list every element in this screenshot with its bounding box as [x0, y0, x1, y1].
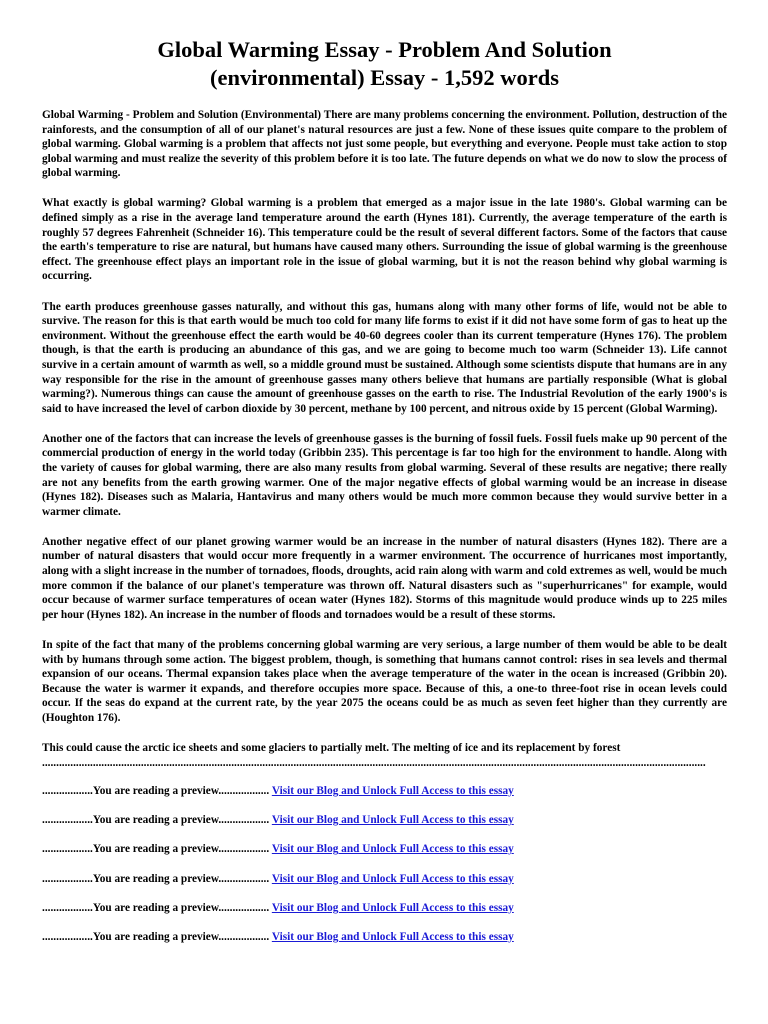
preview-row [42, 842, 727, 856]
title-line-1: Global Warming Essay - Problem And Solution [157, 37, 612, 62]
truncation-dots: ........................................................................................................................................................................................................................................... [42, 757, 706, 770]
preview-notice: ..................You are reading a preview.................. [42, 814, 270, 827]
title-line-2: (environmental) Essay - 1,592 words [210, 65, 559, 90]
paragraph-greenhouse-gasses: The earth produces greenhouse gasses naturally, and without this gas, humans along with many other forms of life, would not be able to survive. The reason for this is that earth would be much too cold for many life forms to exist if it did not have some form of gas to heat up the environment. Without the greenhouse effect the earth would be 40-60 degrees cooler than its current temperature (Hynes 176). The problem though, is that the earth is producing an abundance of this gas, and we are going to become much too warm (Schneider 13). Life cannot survive in a certain amount of warmth as well, so a middle ground must be sustained. Although some scientists dispute that humans are in any way responsible for the rise in the amount of greenhouse gasses many others believe that humans are partially responsible (What is global warming?). Numerous things can cause the amount of greenhouse gasses on the earth to rise. The Industrial Revolution of the early 1900's is said to have increased the level of carbon dioxide by 30 percent, methane by 100 percent, and nitrous oxide by 15 percent (Global Warming). [42, 300, 727, 415]
unlock-essay-link[interactable]: Visit our Blog and Unlock Full Access to this essay [271, 901, 514, 914]
paragraph-sea-levels: In spite of the fact that many of the problems concerning global warming are very serious, a large number of them would be able to be dealt with by humans through some action. The biggest problem, though, is something that humans cannot control: rises in sea levels and thermal expansion of our oceans. Thermal expansion takes place when the average temperature of the water in the ocean is increased (Gribbin 20). Because the water is warmer it expands, and therefore occupies more space. Because of this, a one-to three-foot rise in ocean levels could occur. If the seas do expand at the current rate, by the year 2075 the oceans could be as much as seven feet higher than they currently are (Houghton 176). [42, 638, 727, 724]
unlock-essay-link[interactable]: Visit our Blog and Unlock Full Access to this essay [271, 814, 514, 827]
preview-notice: ..................You are reading a preview.................. [42, 901, 270, 914]
paragraph-fossil-fuels: Another one of the factors that can increase the levels of greenhouse gasses is the burning of fossil fuels. Fossil fuels make up 90 percent of the commercial production of energy in the world today (Gribbin 235). This percentage is far too high for the environment to handle. Along with the variety of causes for global warming, there are also many results from global warming. Several of these results are negative; there really are not any benefits from the earth growing warmer. One of the major negative effects of global warming would be an increase in disease (Hynes 182). Diseases such as Malaria, Hantavirus and many others would be much more common because they would survive better in a warmer climate. [42, 432, 727, 518]
preview-notice: ..................You are reading a preview.................. [42, 785, 270, 798]
paragraph-intro: Global Warming - Problem and Solution (Environmental) There are many problems concerning the environment. Pollution, destruction of the rainforests, and the consumption of all of our planet's natural resources are just a few. None of these issues quite compare to the problem of global warming. Global warming is a problem that affects not just some people, but everything and everyone. People must take action to stop global warming and must realize the severity of this problem before it is too late. The future depends on what we do now to slow the process of global warming. [42, 109, 727, 180]
unlock-essay-link[interactable]: Visit our Blog and Unlock Full Access to this essay [271, 931, 514, 943]
preview-row [42, 813, 727, 827]
unlock-essay-link[interactable]: Visit our Blog and Unlock Full Access to this essay [271, 843, 514, 856]
preview-row [42, 784, 727, 798]
preview-notice: ..................You are reading a preview.................. [42, 931, 270, 943]
page-title [42, 36, 727, 92]
unlock-essay-link[interactable]: Visit our Blog and Unlock Full Access to this essay [271, 872, 514, 885]
preview-row [42, 901, 727, 915]
paragraph-arctic-ice: This could cause the arctic ice sheets and some glaciers to partially melt. The melting of ice and its replacement by forest [42, 741, 621, 754]
preview-notice: ..................You are reading a preview.................. [42, 843, 270, 856]
preview-notice: ..................You are reading a preview.................. [42, 872, 270, 885]
paragraph-natural-disasters: Another negative effect of our planet growing warmer would be an increase in the number of natural disasters (Hynes 182). There are a number of natural disasters that would occur more frequently in a warmer environment. The occurrence of hurricanes most importantly, along with a slight increase in the number of tornadoes, floods, droughts, acid rain along with warm and cold extremes as well, would be much more common if the balance of our planet's temperature was thrown off. Natural disasters such as "superhurricanes" for example, would occur because of warmer surface temperatures of ocean water (Hynes 182). Storms of this magnitude would produce winds up to 225 miles per hour (Hynes 182). An increase in the number of floods and tornadoes would be a result of these storms. [42, 535, 727, 621]
paragraph-what-is: What exactly is global warming? Global warming is a problem that emerged as a major issue in the late 1980's. Global warming can be defined simply as a rise in the average land temperature around the earth (Hynes 181). Currently, the average temperature of the earth is roughly 57 degrees Fahrenheit (Schneider 16). This temperature could be the result of several different factors. Some of the factors that cause the earth's temperature to rise are natural, but humans have caused many others. Surrounding the issue of global warming is the greenhouse effect. The greenhouse effect plays an important role in the issue of global warming, but it is not the reason behind why global warming is occurring. [42, 197, 727, 283]
preview-row [42, 930, 727, 944]
preview-row [42, 872, 727, 886]
unlock-essay-link[interactable]: Visit our Blog and Unlock Full Access to this essay [271, 785, 514, 798]
